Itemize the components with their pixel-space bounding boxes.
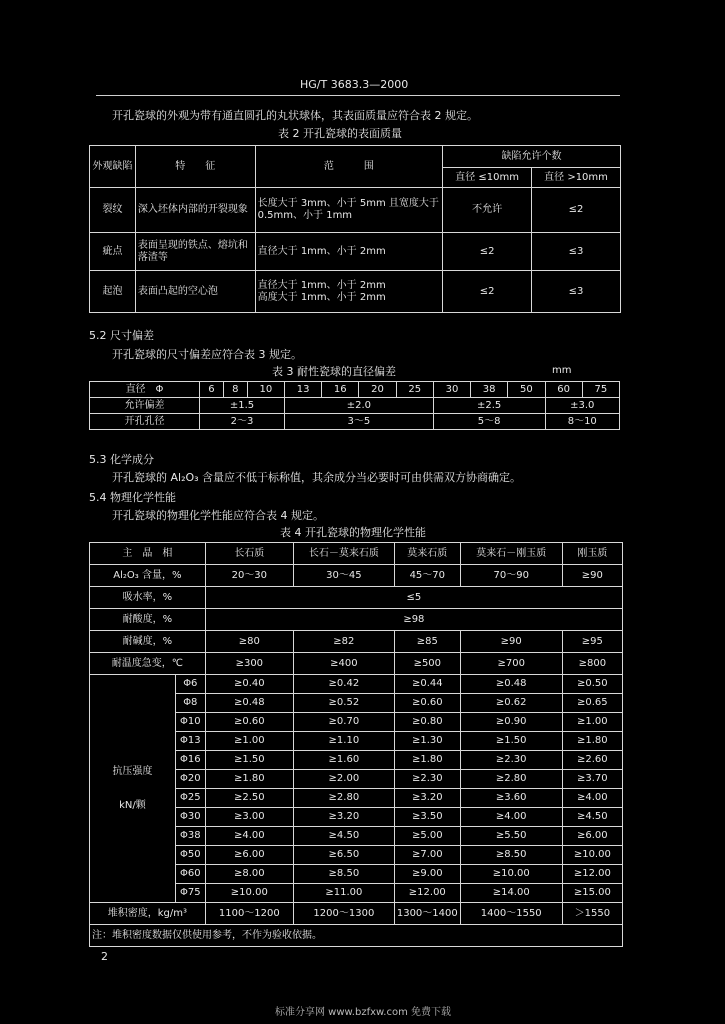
section-5-4-title: 5.4 物理化学性能: [89, 491, 176, 504]
strength-diameter: Φ10: [175, 713, 205, 732]
table2-surface-quality: [89, 145, 621, 313]
strength-value: ≥15.00: [562, 884, 622, 903]
strength-value: ≥1.00: [205, 732, 293, 751]
alkali-value: ≥80: [205, 631, 293, 653]
al2o3-label: Al₂O₃ 含量，%: [90, 565, 206, 587]
bulk-density-value: 1100～1200: [205, 903, 293, 925]
bulk-density-value: 1400～1550: [460, 903, 562, 925]
table4-note: 注：堆积密度数据仅供使用参考，不作为验收依据。: [90, 925, 623, 947]
strength-value: ≥8.00: [205, 865, 293, 884]
acid-resistance-label: 耐酸度，%: [90, 609, 206, 631]
diameter-value: 25: [396, 382, 433, 398]
header-rule: [96, 95, 620, 96]
strength-value: ≥10.00: [562, 846, 622, 865]
strength-value: ≥0.70: [293, 713, 394, 732]
strength-value: ≥1.80: [394, 751, 460, 770]
bulk-density-value: ＞1550: [562, 903, 622, 925]
table3-caption: 表 3 耐性瓷球的直径偏差: [272, 365, 396, 378]
strength-rows: [90, 675, 623, 903]
defect-name: 裂纹: [90, 188, 136, 233]
alkali-value: ≥95: [562, 631, 622, 653]
strength-value: ≥2.50: [205, 789, 293, 808]
phase-header: 莫来石质: [394, 543, 460, 565]
diameter-value: 50: [508, 382, 545, 398]
strength-value: ≥10.00: [205, 884, 293, 903]
strength-value: ≥4.50: [562, 808, 622, 827]
strength-value: ≥2.60: [562, 751, 622, 770]
diameter-value: 38: [471, 382, 508, 398]
header-diam-small: 直径 ≤10mm: [443, 168, 532, 188]
strength-value: ≥0.48: [460, 675, 562, 694]
diameter-value: 75: [582, 382, 619, 398]
strength-value: ≥6.00: [205, 846, 293, 865]
strength-value: ≥0.42: [293, 675, 394, 694]
strength-diameter: Φ38: [175, 827, 205, 846]
strength-value: ≥1.50: [205, 751, 293, 770]
header-feature: 特 征: [135, 146, 255, 188]
strength-value: ≥4.50: [293, 827, 394, 846]
strength-diameter: Φ20: [175, 770, 205, 789]
diameter-value: 60: [545, 382, 582, 398]
strength-value: ≥4.00: [460, 808, 562, 827]
compressive-strength-label: [90, 675, 176, 903]
thermal-value: ≥800: [562, 653, 622, 675]
tolerance-value: ±2.0: [284, 398, 433, 414]
strength-value: ≥0.65: [562, 694, 622, 713]
strength-value: ≥0.60: [205, 713, 293, 732]
strength-value: ≥3.70: [562, 770, 622, 789]
bulk-density-value: 1300～1400: [394, 903, 460, 925]
water-absorption-value: ≤5: [205, 587, 622, 609]
strength-value: ≥2.00: [293, 770, 394, 789]
strength-value: ≥1.80: [205, 770, 293, 789]
strength-value: ≥1.80: [562, 732, 622, 751]
strength-value: ≥0.40: [205, 675, 293, 694]
alkali-resistance-label: 耐碱度，%: [90, 631, 206, 653]
header-diameter: 直径 Φ: [90, 382, 200, 398]
table2-caption: 表 2 开孔瓷球的表面质量: [278, 127, 402, 140]
strength-diameter: Φ13: [175, 732, 205, 751]
tolerance-value: ±3.0: [545, 398, 620, 414]
diameter-value: 30: [433, 382, 470, 398]
strength-value: ≥8.50: [460, 846, 562, 865]
table3-unit: mm: [552, 365, 572, 376]
alkali-value: ≥85: [394, 631, 460, 653]
strength-value: ≥5.50: [460, 827, 562, 846]
defect-feature: 表面呈现的铁点、熔坑和落渣等: [135, 233, 255, 271]
strength-value: ≥1.00: [562, 713, 622, 732]
strength-value: ≥0.90: [460, 713, 562, 732]
defect-range: 长度大于 3mm、小于 5mm 且宽度大于 0.5mm、小于 1mm: [255, 188, 443, 233]
defect-range: 直径大于 1mm、小于 2mm 高度大于 1mm、小于 2mm: [255, 271, 443, 313]
alkali-value: ≥82: [293, 631, 394, 653]
thermal-shock-label: 耐温度急变，℃: [90, 653, 206, 675]
strength-diameter: Φ75: [175, 884, 205, 903]
hole-diameter-value: 2～3: [200, 414, 285, 430]
strength-value: ≥11.00: [293, 884, 394, 903]
strength-value: ≥12.00: [562, 865, 622, 884]
strength-value: ≥2.30: [460, 751, 562, 770]
defect-range: 直径大于 1mm、小于 2mm: [255, 233, 443, 271]
strength-value: ≥0.52: [293, 694, 394, 713]
defect-feature: 表面凸起的空心泡: [135, 271, 255, 313]
thermal-value: ≥700: [460, 653, 562, 675]
strength-diameter: Φ8: [175, 694, 205, 713]
strength-value: ≥0.48: [205, 694, 293, 713]
hole-diameter-value: 3～5: [284, 414, 433, 430]
strength-value: ≥0.80: [394, 713, 460, 732]
strength-value: ≥2.80: [293, 789, 394, 808]
strength-value: ≥1.60: [293, 751, 394, 770]
strength-value: ≥0.62: [460, 694, 562, 713]
bulk-density-label: 堆积密度，kg/m³: [90, 903, 206, 925]
strength-value: ≥10.00: [460, 865, 562, 884]
standard-number: HG/T 3683.3—2000: [300, 78, 409, 91]
strength-value: ≥0.44: [394, 675, 460, 694]
strength-value: ≥5.00: [394, 827, 460, 846]
header-tolerance: 允许偏差: [90, 398, 200, 414]
allowed-small: 不允许: [443, 188, 532, 233]
phase-header: 莫来石－刚玉质: [460, 543, 562, 565]
strength-value: ≥7.00: [394, 846, 460, 865]
section-5-4-text: 开孔瓷球的物理化学性能应符合表 4 规定。: [112, 509, 324, 522]
strength-value: ≥2.80: [460, 770, 562, 789]
strength-value: ≥8.50: [293, 865, 394, 884]
defect-name: 起泡: [90, 271, 136, 313]
hole-diameter-value: 8～10: [545, 414, 620, 430]
strength-diameter: Φ30: [175, 808, 205, 827]
strength-diameter: Φ50: [175, 846, 205, 865]
table3-diameter-tolerance: [89, 381, 620, 430]
al2o3-value: ≥90: [562, 565, 622, 587]
header-allowed: 缺陷允许个数: [443, 146, 621, 168]
allowed-large: ≤3: [532, 271, 621, 313]
strength-label-line1: 抗压强度: [112, 765, 153, 777]
header-defect: 外观缺陷: [90, 146, 136, 188]
allowed-large: ≤2: [532, 188, 621, 233]
diameter-value: 20: [359, 382, 396, 398]
hole-diameter-value: 5～8: [433, 414, 545, 430]
section-5-2-text: 开孔瓷球的尺寸偏差应符合表 3 规定。: [112, 348, 302, 361]
diameter-value: 16: [322, 382, 359, 398]
strength-value: ≥6.00: [562, 827, 622, 846]
allowed-large: ≤3: [532, 233, 621, 271]
strength-diameter: Φ16: [175, 751, 205, 770]
section-5-3-text: 开孔瓷球的 Al₂O₃ 含量应不低于标称值，其余成分当必要时可由供需双方协商确定。: [112, 471, 522, 484]
strength-value: ≥3.00: [205, 808, 293, 827]
phase-header: 长石－莫来石质: [293, 543, 394, 565]
tolerance-value: ±2.5: [433, 398, 545, 414]
strength-value: ≥1.30: [394, 732, 460, 751]
header-hole-diameter: 开孔孔径: [90, 414, 200, 430]
strength-diameter: Φ60: [175, 865, 205, 884]
acid-resistance-value: ≥98: [205, 609, 622, 631]
header-main-phase: 主 晶 相: [90, 543, 206, 565]
thermal-value: ≥300: [205, 653, 293, 675]
table4-physical-chemical: [89, 542, 623, 947]
phase-header: 刚玉质: [562, 543, 622, 565]
strength-value: ≥9.00: [394, 865, 460, 884]
al2o3-value: 30～45: [293, 565, 394, 587]
thermal-value: ≥400: [293, 653, 394, 675]
strength-value: ≥0.50: [562, 675, 622, 694]
diameter-value: 10: [247, 382, 284, 398]
strength-value: ≥12.00: [394, 884, 460, 903]
section-5-2-title: 5.2 尺寸偏差: [89, 329, 154, 342]
strength-diameter: Φ6: [175, 675, 205, 694]
bulk-density-value: 1200～1300: [293, 903, 394, 925]
header-range: 范 围: [255, 146, 443, 188]
strength-diameter: Φ25: [175, 789, 205, 808]
strength-value: ≥14.00: [460, 884, 562, 903]
strength-value: ≥0.60: [394, 694, 460, 713]
allowed-small: ≤2: [443, 271, 532, 313]
intro-paragraph: 开孔瓷球的外观为带有通直圆孔的丸状球体，其表面质量应符合表 2 规定。: [112, 109, 478, 122]
tolerance-value: ±1.5: [200, 398, 285, 414]
strength-value: ≥3.20: [394, 789, 460, 808]
water-absorption-label: 吸水率，%: [90, 587, 206, 609]
strength-value: ≥1.50: [460, 732, 562, 751]
strength-value: ≥4.00: [562, 789, 622, 808]
header-diam-large: 直径 >10mm: [532, 168, 621, 188]
phase-header: 长石质: [205, 543, 293, 565]
al2o3-value: 70～90: [460, 565, 562, 587]
al2o3-value: 20～30: [205, 565, 293, 587]
defect-feature: 深入坯体内部的开裂现象: [135, 188, 255, 233]
allowed-small: ≤2: [443, 233, 532, 271]
alkali-value: ≥90: [460, 631, 562, 653]
al2o3-value: 45～70: [394, 565, 460, 587]
page-number: 2: [101, 950, 108, 963]
diameter-value: 6: [200, 382, 224, 398]
section-5-3-title: 5.3 化学成分: [89, 453, 154, 466]
strength-value: ≥3.60: [460, 789, 562, 808]
site-footer: 标准分享网 www.bzfxw.com 免费下载: [275, 1007, 451, 1018]
strength-value: ≥3.20: [293, 808, 394, 827]
thermal-value: ≥500: [394, 653, 460, 675]
diameter-value: 8: [223, 382, 247, 398]
strength-value: ≥6.50: [293, 846, 394, 865]
defect-name: 疵点: [90, 233, 136, 271]
table4-caption: 表 4 开孔瓷球的物理化学性能: [280, 526, 426, 539]
strength-value: ≥3.50: [394, 808, 460, 827]
diameter-value: 13: [284, 382, 321, 398]
strength-value: ≥2.30: [394, 770, 460, 789]
strength-value: ≥1.10: [293, 732, 394, 751]
strength-value: ≥4.00: [205, 827, 293, 846]
strength-label-unit: kN/颗: [119, 799, 146, 811]
